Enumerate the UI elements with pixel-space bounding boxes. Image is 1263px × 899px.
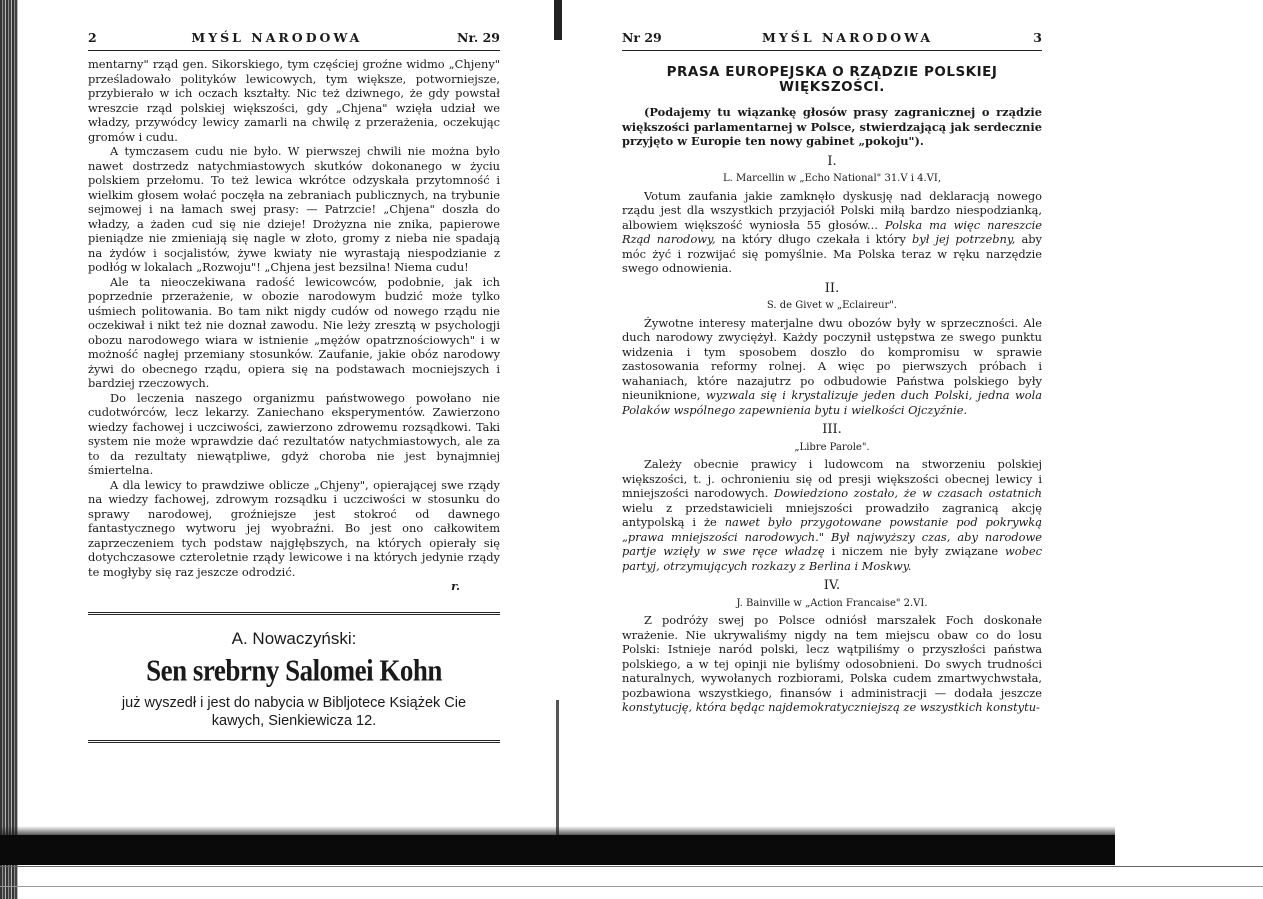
article-headline: PRASA EUROPEJSKA O RZĄDZIE POLSKIEJ WIĘKSZOŚCI. — [666, 64, 998, 95]
text-run: Zależy obecnie prawicy i ludowcom na stworzeniu polskiej większości, t. j. ochronieniu się od presji większości obecnej lewicy i mniejszości narodowych. — [622, 457, 1042, 500]
paragraph: Ale ta nieoczekiwana radość lewicowców, podobnie, jak ich poprzednie przerażenie, w obozie narodowym budzić może tylko uśmiech politowania. Bo tam nikt nigdy cudów od nowego rządu nie oczekiwał i nikt też nie doznał zawodu. Nie leży zresztą w psychologji obozu narodowego wiara w istnienie „mężów opatrznościowych" i w możność nagłej przemiany stosunków. Zaufanie, jakie obóz narodowy żywi do obecnego rządu, opiera się na podstawach mocniejszych i bardziej rzeczowych. — [88, 274, 500, 390]
section-text — [622, 457, 1042, 573]
section-numeral: II. — [824, 280, 840, 296]
paragraph: mentarny" rząd gen. Sikorskiego, tym częściej groźne widmo „Chjeny" prześladowało polityków lewicowych, tym większe, potworniejsze, przybierało w ich oczach kształty. Nic też dziwnego, że gdy powstał wreszcie rząd polskiej większości, gdy „Chjena" wzięła udział we władzy, przywódcy lewicy zamarli na chwilę z przerażenia, oczekując gromów i cudu. — [88, 57, 500, 144]
italic-run: był jej potrzebny, — [911, 232, 1016, 246]
right-page-number: 3 — [1033, 30, 1042, 45]
section-text — [622, 316, 1042, 418]
section-text — [622, 613, 1042, 715]
ad-info-line-1: już wyszedł i jest do nabycia w Bibljotece Książek Cie — [121, 694, 467, 711]
italic-run: konstytucję, która będąc najdemokratyczniejszą ze wszystkich konstytu- — [622, 700, 1040, 714]
text-run: i niczem nie były związane — [831, 544, 999, 558]
left-page — [88, 30, 500, 743]
right-issue-number: Nr 29 — [622, 30, 662, 45]
italic-run: Polska ma więc nareszcie Rząd narodowy, — [622, 217, 1043, 246]
ad-author: A. Nowaczyński: — [231, 628, 357, 648]
section-source: J. Bainville w „Action Francaise" 2.VI. — [736, 597, 928, 609]
section-source: „Libre Parole". — [794, 441, 870, 453]
scan-line — [0, 886, 1263, 887]
ad-book-title: Sen srebrny Salomei Kohn — [146, 652, 442, 687]
scan-edge-left — [0, 0, 18, 899]
left-running-head — [88, 30, 500, 51]
section-numeral: I. — [827, 153, 837, 169]
left-article-body — [88, 57, 500, 594]
section-numeral: IV. — [823, 578, 841, 593]
italic-run: wobec partyj, otrzymujących rozkazy z Berlina i Moskwy. — [622, 544, 1043, 573]
left-page-number: 2 — [88, 30, 97, 45]
text-run: wielu z przedstawicieli mniejszości prowadziło zagranicą akcję antypolską i że — [622, 500, 1042, 529]
ad-info-line-2: kawych, Sienkiewicza 12. — [211, 712, 377, 729]
text-run: na który długo czekała i który — [721, 232, 906, 246]
text-run: Votum zaufania jakie zamknęło dyskusję nad deklaracją nowego rządu jest dla wszystkich przyjaciół Polski miłą bardzo niespodzianką, albowiem większość wyniosła 55 głosów... — [622, 188, 1042, 232]
intro-text: (Podajemy tu wiązankę głosów prasy zagranicznej o rządzie większości parlamentarnej w Polsce, stwierdzającą jak serdecznie przyjęto w Europie ten nowy gabinet „pokoju"). — [622, 105, 1042, 148]
text-run: Z podróży swej po Polsce odniósł marszałek Foch doskonałe wrażenie. Nie ukrywaliśmy nigdy na tem miejscu obaw co do losu Polski: Istnieje naród polski, lecz wątpiliśmy o przyszłości państwa polskiego, a w tej opinji nie byliśmy odosobnieni. Do swych trudności naturalnych, wywołanych rozbiorami, Polska cudem zmartwychwstała, pozbawiona wszystkiego, finansów i administracji — dodała jeszcze — [622, 613, 1042, 700]
paragraph: A dla lewicy to prawdziwe oblicze „Chjeny", opierającej swe rządy na wiedzy fachowej, zdrowym rozsądku i uczciwości w stosunku do sprawy narodowej, groźniejsze jest stokroć od dawnego fantastycznego wytworu jej wyobraźni. Bo jest ono całkowitem zaprzeczeniem tych podstaw najgłębszych, na których opierały się dotychczasowe czteroletnie rządy lewicowe i na których jedynie rządy te mogłyby się raz jeszcze odrodzić. — [88, 477, 500, 579]
text-run: Żywotne interesy materjalne dwu obozów były w sprzeczności. Ale duch narodowy zwyciężył. Każdy poczynił ustępstwa ze swego punktu widzenia i tym sposobem doszło do kompromisu w sprawie zastosowania reformy rolnej. A więc po pierwszych próbach i wahaniach, które nazajutrz po odbudowie Państwa polskiego były nieuniknione, — [622, 315, 1042, 402]
press-sections — [622, 155, 1042, 715]
italic-run: Dowiedziono zostało, że w czasach ostatnich — [774, 486, 1042, 500]
left-journal-title: MYŚL NARODOWA — [191, 30, 363, 45]
section-source: S. de Givet w „Eclaireur". — [766, 300, 898, 311]
text-run: aby móc żyć i rozwijać się pomyślnie. Ma Polska teraz w ręku narzędzie swego odnowienia. — [622, 232, 1042, 275]
book-advertisement — [88, 612, 500, 743]
section-numeral: III. — [822, 422, 842, 437]
section-source: L. Marcellin w „Echo National" 31.V i 4.VI, — [722, 173, 942, 184]
right-journal-title: MYŚL NARODOWA — [762, 30, 934, 45]
paragraph: Do leczenia naszego organizmu państwowego powołano nie cudotwórców, lecz lekarzy. Zaniechano eksperymentów. Zawierzono wiedzy fachowej i uczciwości, zawierzono zdrowemu rozsądkowi. Taki system nie może wprawdzie dać rezultatów natychmiastowych, ale za to da rezultaty niewątpliwe, gdyż choroba nie jest bynajmniej śmiertelna. — [88, 390, 500, 477]
binding-gutter-top — [554, 0, 562, 40]
right-running-head — [622, 30, 1042, 51]
right-page — [622, 30, 1042, 715]
paragraph: A tymczasem cudu nie było. W pierwszej chwili nie można było nawet dostrzedz natychmiastowych skutków dokonanego w życiu polskiem przełomu. To też lewica wkrótce odzyskała przytomność i wielkim głosem wołać poczęła na zebraniach publicznych, na trybunie sejmowej i na łamach swej prasy: — Patrzcie! „Chjena" doszła do władzy, a żaden cud się nie dzieje! Drożyzna nie znika, papierowe pieniądze nie zmieniają się nagle w złoto, gromy z nieba nie spadają na żydów i socjalistów, żywe kwiaty nie wyrastają niespodzianie z podłóg w lokalach „Rozwoju"! „Chjena jest bezsilna! Niema cudu! — [88, 144, 500, 274]
scan-line — [0, 866, 1263, 867]
article-intro — [622, 105, 1042, 149]
italic-run: nawet było przygotowane powstanie pod pokrywką „prawa mniejszości narodowych." Był najwyższy czas, aby narodowe partje wzięły w swe ręce władzę — [622, 515, 1042, 558]
italic-run: wyzwala się i krystalizuje jeden duch Polski, jedna wola Polaków wspólnego zapewnienia bytu i wielkości Ojczyźnie. — [622, 388, 1042, 417]
article-signature: r. — [451, 579, 460, 593]
binding-gutter-bottom — [556, 700, 559, 835]
scan-bottom-band — [0, 835, 1115, 865]
left-issue-number: Nr. 29 — [457, 30, 500, 45]
section-text — [622, 189, 1042, 276]
